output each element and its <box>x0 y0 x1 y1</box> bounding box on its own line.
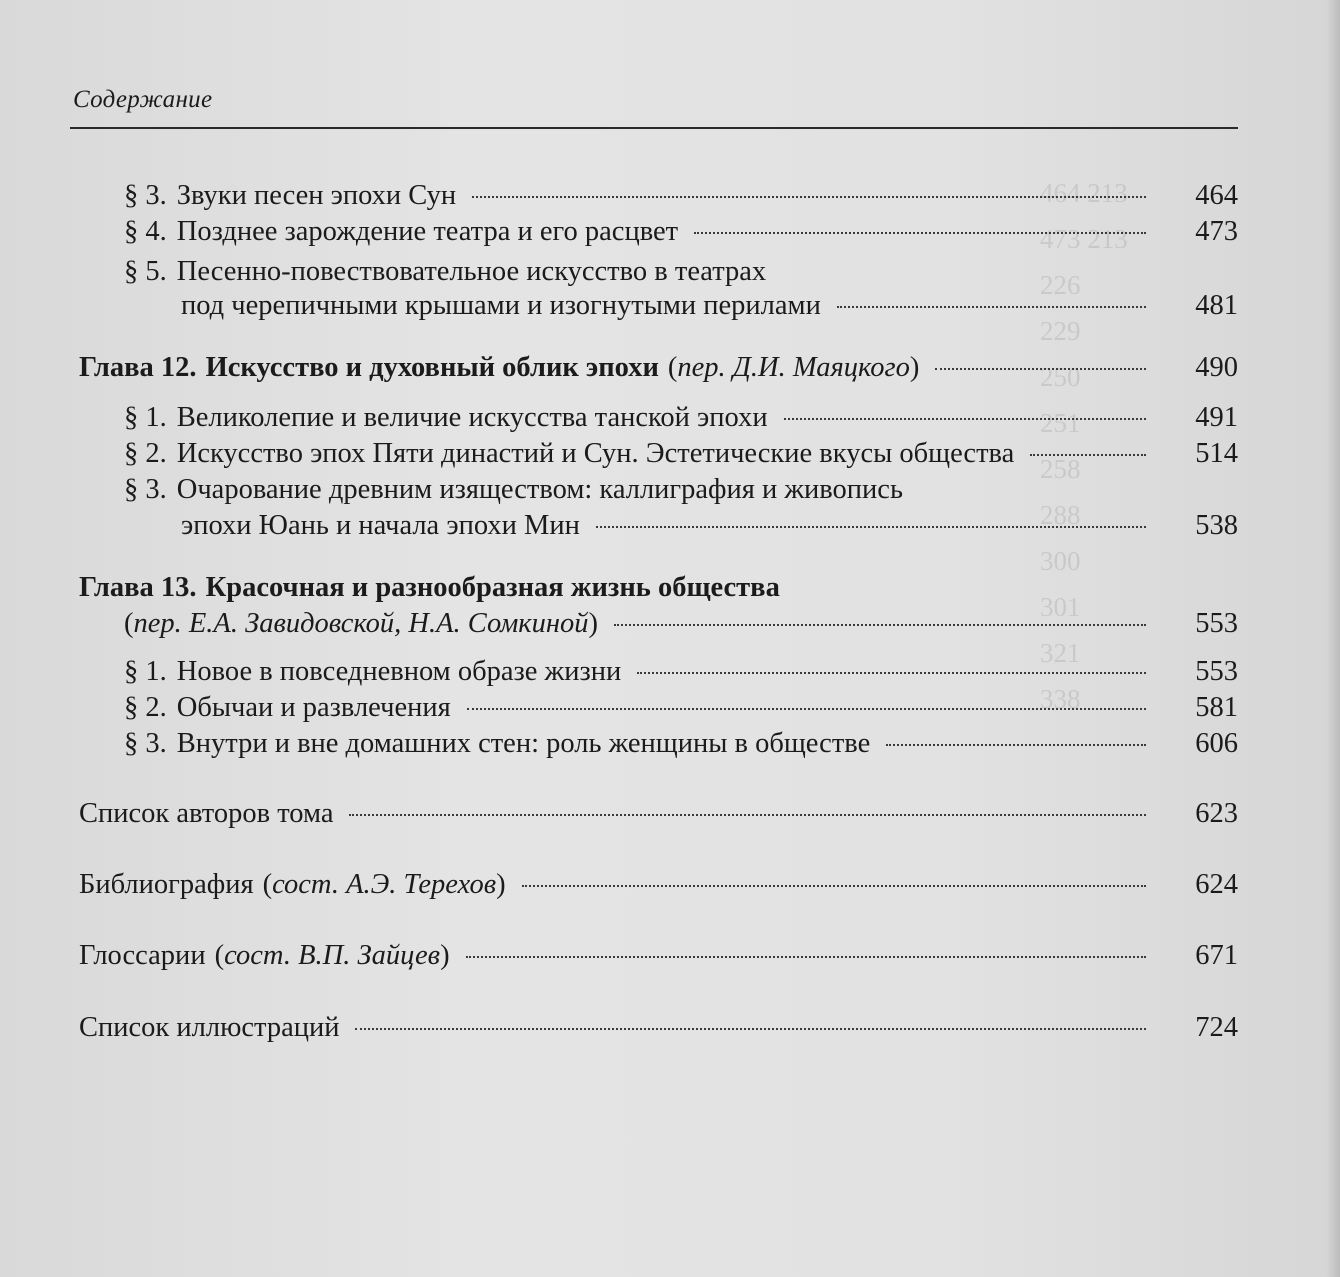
entry-title-continued: под черепичными крышами и изогнутыми перилами <box>181 290 821 321</box>
dot-leader <box>935 368 1146 370</box>
entry-page-number: 623 <box>1195 798 1238 829</box>
entry-section-number: § 2. <box>124 438 167 469</box>
entry-title: Звуки песен эпохи Сун <box>176 180 457 211</box>
dot-leader <box>614 624 1146 626</box>
entry-title: Глоссарии <box>79 940 206 971</box>
dot-leader <box>784 418 1146 420</box>
entry-section-number: § 2. <box>124 692 167 723</box>
toc-entry-line1[interactable] <box>0 254 1340 290</box>
entry-page-number: 553 <box>1195 608 1238 639</box>
toc-chapter-13-line2[interactable]: (пер. Е.А. Завидовской, Н.А. Сомкиной) 553 <box>0 606 1340 642</box>
entry-page-number: 624 <box>1195 869 1238 900</box>
dot-leader <box>637 672 1146 674</box>
entry-page-number: 538 <box>1195 510 1238 541</box>
entry-title: Библиография <box>79 869 254 900</box>
chapter-title: Искусство и духовный облик эпохи <box>205 352 659 383</box>
dot-leader <box>837 306 1146 308</box>
dot-leader <box>466 956 1146 958</box>
toc-chapter-13[interactable] <box>0 570 1340 606</box>
entry-page-number: 724 <box>1195 1012 1238 1043</box>
entry-title: Список иллюстраций <box>79 1012 340 1043</box>
toc-entry[interactable] <box>0 400 1340 436</box>
entry-title: Новое в повседневном образе жизни <box>176 656 622 687</box>
entry-page-number: 581 <box>1195 692 1238 723</box>
chapter-label: Глава 12. <box>79 352 197 383</box>
dot-leader <box>1030 454 1146 456</box>
toc-entry[interactable] <box>0 726 1340 762</box>
entry-title: Песенно-повествовательное искусство в театрах <box>176 256 767 287</box>
entry-page-number: 490 <box>1195 352 1238 383</box>
dot-leader <box>596 526 1146 528</box>
running-header: Содержание <box>73 86 213 113</box>
entry-page-number: 606 <box>1195 728 1238 759</box>
dot-leader <box>472 196 1146 198</box>
entry-page-number: 514 <box>1195 438 1238 469</box>
entry-title: Позднее зарождение театра и его расцвет <box>176 216 679 247</box>
entry-section-number: § 1. <box>124 656 167 687</box>
entry-page-number: 491 <box>1195 402 1238 433</box>
toc-entry[interactable] <box>0 796 1340 832</box>
dot-leader <box>467 708 1146 710</box>
chapter-title: Красочная и разнообразная жизнь общества <box>205 572 780 603</box>
entry-title: Обычаи и развлечения <box>176 692 451 723</box>
entry-title: Очарование древним изяществом: каллиграфия и живопись <box>176 474 903 505</box>
entry-page-number: 464 <box>1195 180 1238 211</box>
dot-leader <box>522 885 1146 887</box>
toc-entry[interactable] <box>0 654 1340 690</box>
toc-entry-line1[interactable] <box>0 472 1340 508</box>
entry-compiler: сост. А.Э. Терехов <box>272 869 497 900</box>
entry-compiler: сост. В.П. Зайцев <box>224 940 441 971</box>
toc-entry[interactable] <box>0 1010 1340 1046</box>
toc-entry[interactable] <box>0 178 1340 214</box>
entry-section-number: § 5. <box>124 256 167 287</box>
entry-section-number: § 4. <box>124 216 167 247</box>
dot-leader <box>349 814 1146 816</box>
dot-leader <box>694 232 1146 234</box>
toc-entry-line2[interactable] <box>0 508 1340 544</box>
entry-page-number: 553 <box>1195 656 1238 687</box>
bleed-through-text: 464 213 473 213 226 229 250 251 258 288 300 301 321 338 <box>1040 178 1128 714</box>
toc-entry[interactable]: Библиография (сост. А.Э. Терехов) 624 <box>0 867 1340 903</box>
chapter-translator: пер. Д.И. Маяцкого <box>677 352 910 383</box>
entry-title: Список авторов тома <box>79 798 334 829</box>
entry-title-continued: эпохи Юань и начала эпохи Мин <box>181 510 580 541</box>
entry-page-number: 481 <box>1195 290 1238 321</box>
dot-leader <box>355 1028 1146 1030</box>
toc-entry-line2[interactable] <box>0 288 1340 324</box>
entry-section-number: § 1. <box>124 402 167 433</box>
toc-chapter-12[interactable]: Глава 12. Искусство и духовный облик эпохи (пер. Д.И. Маяцкого) 490 <box>0 350 1340 386</box>
entry-section-number: § 3. <box>124 180 167 211</box>
chapter-label: Глава 13. <box>79 572 197 603</box>
chapter-translator: пер. Е.А. Завидовской, Н.А. Сомкиной <box>133 608 589 639</box>
entry-section-number: § 3. <box>124 728 167 759</box>
toc-entry[interactable] <box>0 214 1340 250</box>
entry-title: Великолепие и величие искусства танской эпохи <box>176 402 768 433</box>
toc-entry[interactable] <box>0 690 1340 726</box>
entry-section-number: § 3. <box>124 474 167 505</box>
entry-page-number: 473 <box>1195 216 1238 247</box>
entry-page-number: 671 <box>1195 940 1238 971</box>
dot-leader <box>886 744 1146 746</box>
toc-entry[interactable] <box>0 436 1340 472</box>
entry-title: Искусство эпох Пяти династий и Сун. Эстетические вкусы общества <box>176 438 1015 469</box>
toc-entry[interactable]: Глоссарии (сост. В.П. Зайцев) 671 <box>0 938 1340 974</box>
entry-title: Внутри и вне домашних стен: роль женщины в обществе <box>176 728 871 759</box>
